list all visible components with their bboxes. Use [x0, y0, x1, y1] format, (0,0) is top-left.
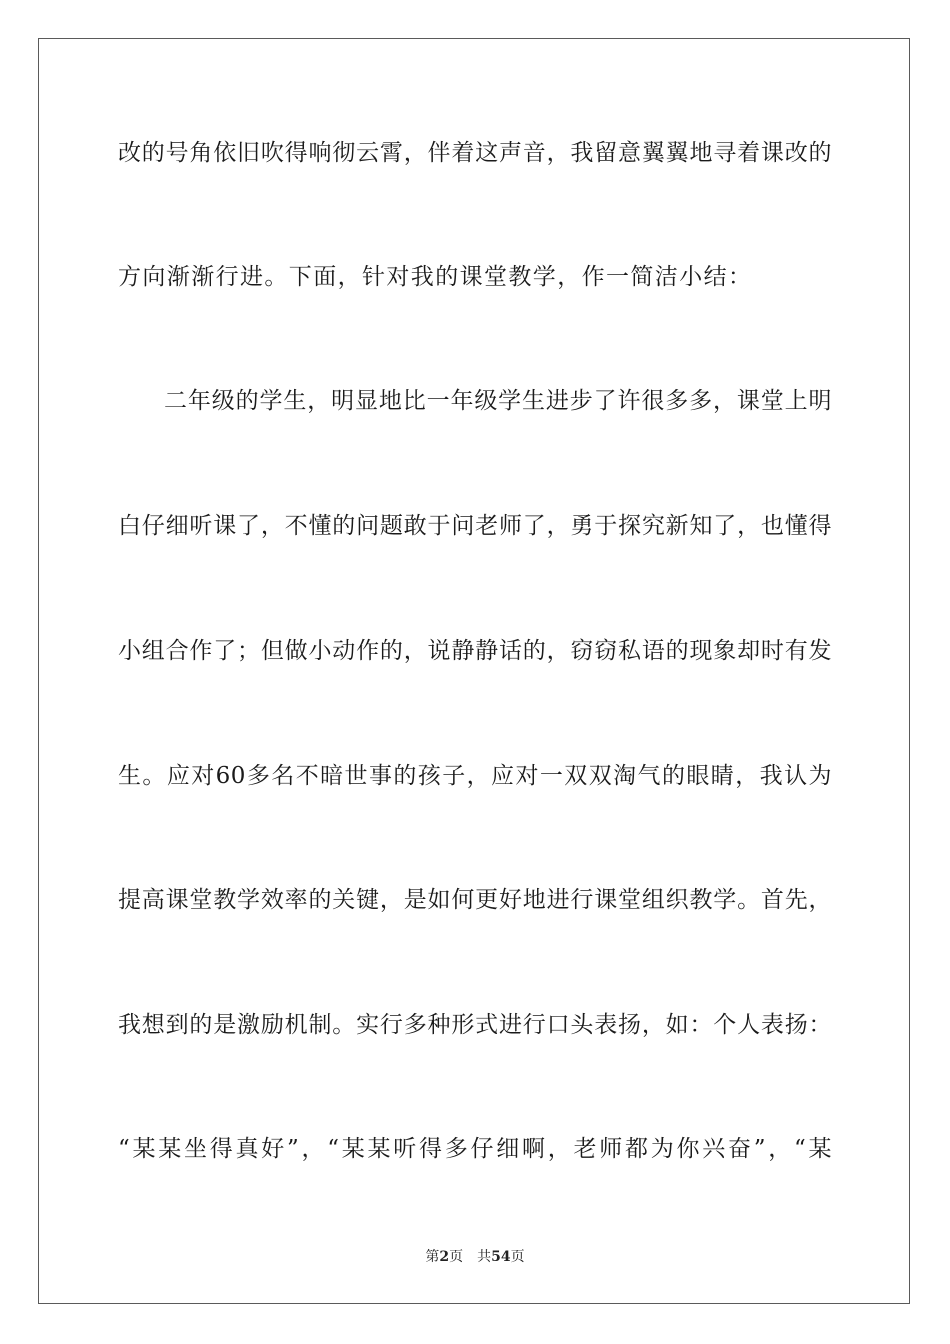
footer-total-suffix: 页 [510, 1249, 525, 1265]
body-text-line-7: 提高课堂教学效率的关键，是如何更好地进行课堂组织教学。首先， [118, 887, 832, 913]
body-text-line-5: 小组合作了；但做小动作的，说静静话的，窃窃私语的现象却时有发 [118, 638, 832, 664]
body-text-line-3: 二年级的学生，明显地比一年级学生进步了许很多多，课堂上明 [164, 388, 832, 414]
page-footer [0, 1248, 950, 1266]
body-text-line-6: 生。应对60多名不暗世事的孩子，应对一双双淘气的眼睛，我认为 [118, 763, 832, 789]
body-text-line-9: “某某坐得真好”，“某某听得多仔细啊，老师都为你兴奋”，“某 [118, 1136, 832, 1162]
page-frame [38, 38, 910, 1304]
body-text-line-8: 我想到的是激励机制。实行多种形式进行口头表扬，如：个人表扬： [118, 1012, 832, 1038]
footer-page-suffix: 页 [449, 1249, 464, 1265]
body-text-line-4: 白仔细听课了，不懂的问题敢于问老师了，勇于探究新知了，也懂得 [118, 513, 832, 539]
body-text-line-2: 方向渐渐行进。下面，针对我的课堂教学，作一简洁小结： [118, 264, 753, 290]
body-text-line-1: 改的号角依旧吹得响彻云霄，伴着这声音，我留意翼翼地寻着课改的 [118, 140, 832, 166]
footer-page-prefix: 第 [425, 1249, 440, 1265]
footer-total-prefix: 共 [477, 1249, 492, 1265]
footer-page-current: 2 [439, 1249, 450, 1265]
footer-page-total: 54 [491, 1249, 511, 1265]
